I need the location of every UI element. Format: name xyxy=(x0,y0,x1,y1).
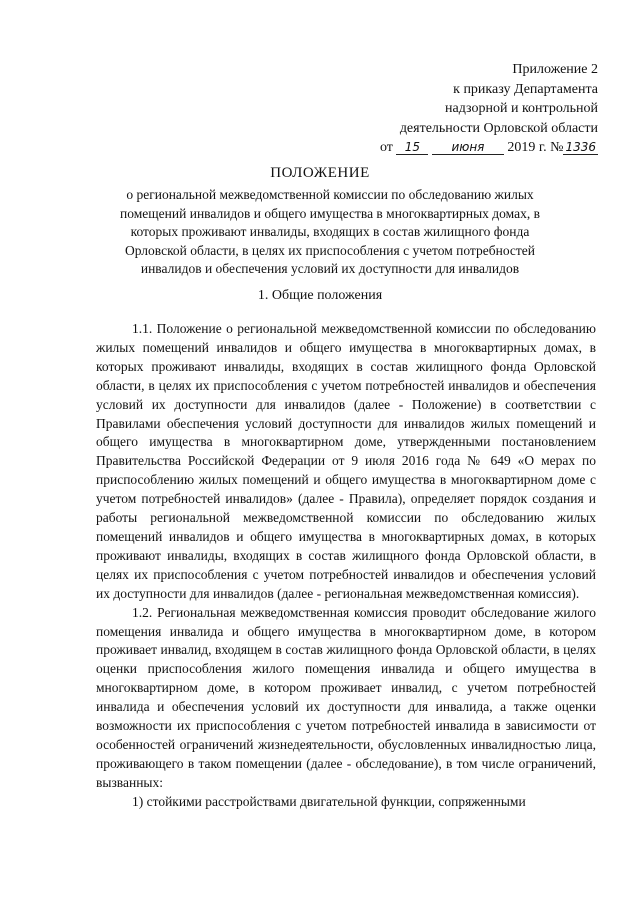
date-month-handwritten: июня xyxy=(432,140,504,155)
date-year: 2019 г. № xyxy=(507,140,564,155)
date-day-handwritten: 15 xyxy=(396,140,428,155)
document-body xyxy=(96,320,596,815)
appendix-line-2: к приказу Департамента xyxy=(453,81,598,97)
paragraph-item-1: 1) стойкими расстройствами двигательной функции, сопряженными xyxy=(132,793,526,809)
document-subtitle: о региональной межведомственной комиссии по обследованию жилых помещений инвалидов и общего имущества в многоквартирных домах, в которых проживают инвалиды, входящих в состав жилищного фонда Орловской области, в целях их приспособления с учетом потребностей инвалидов и обеспечения условий их доступности для инвалидов xyxy=(120,187,540,276)
appendix-line-3: надзорной и контрольной xyxy=(445,101,598,116)
appendix-line-1: Приложение 2 xyxy=(512,62,598,77)
section-heading: 1. Общие положения xyxy=(257,288,383,303)
paragraph-1-2: 1.2. Региональная межведомственная комиссия проводит обследование жилого помещения инвалида и общего имущества в многоквартирном доме, в котором проживает инвалид, входящем в состав жилищного фонда Орловской области, в целях оценки приспособления жилого помещения инвалида и общего имущества в многоквартирном доме, в котором проживает инвалид, с учетом потребностей инвалида и обеспечения условий их доступности для инвалида, а также оценки возможности их приспособления с учетом потребностей инвалида в зависимости от особенностей ограничений жизнедеятельности, обусловленных инвалидностью лица, проживающего в таком помещении (далее - обследование), в том числе ограничений, вызванных: xyxy=(96,604,596,790)
order-number-handwritten: 1336 xyxy=(565,140,596,154)
appendix-line-4: деятельности Орловской области xyxy=(399,120,598,136)
appendix-date-line xyxy=(348,138,598,158)
appendix-header xyxy=(348,60,598,158)
paragraph-1-1: 1.1. Положение о региональной межведомственной комиссии по обследованию жилых помещений инвалидов и общего имущества в многоквартирных домах, в которых проживают инвалиды, входящих в состав жилищного фонда Орловской области, в целях их приспособления с учетом потребностей инвалидов и обеспечения условий их доступности для инвалидов (далее - Положение) в соответствии с Правилами обеспечения условий доступности для инвалидов жилых помещений и общего имущества в многоквартирном доме, утвержденными постановлением Правительства Российской Федерации от 9 июля 2016 года № 649 «О мерах по приспособлению жилых помещений и общего имущества в многоквартирном доме с учетом потребностей инвалидов» (далее - Правила), определяет порядок создания и работы региональной межведомственной комиссии по обследованию жилых помещений инвалидов и общего имущества в многоквартирных домах, в которых проживают инвалиды, входящих в состав жилищного фонда Орловской области, в целях их приспособления с учетом потребностей инвалидов и обеспечения условий их доступности для инвалидов (далее - региональная межведомственная комиссия). xyxy=(96,321,596,601)
document-title: ПОЛОЖЕНИЕ xyxy=(270,165,370,181)
date-prefix: от xyxy=(379,140,393,155)
